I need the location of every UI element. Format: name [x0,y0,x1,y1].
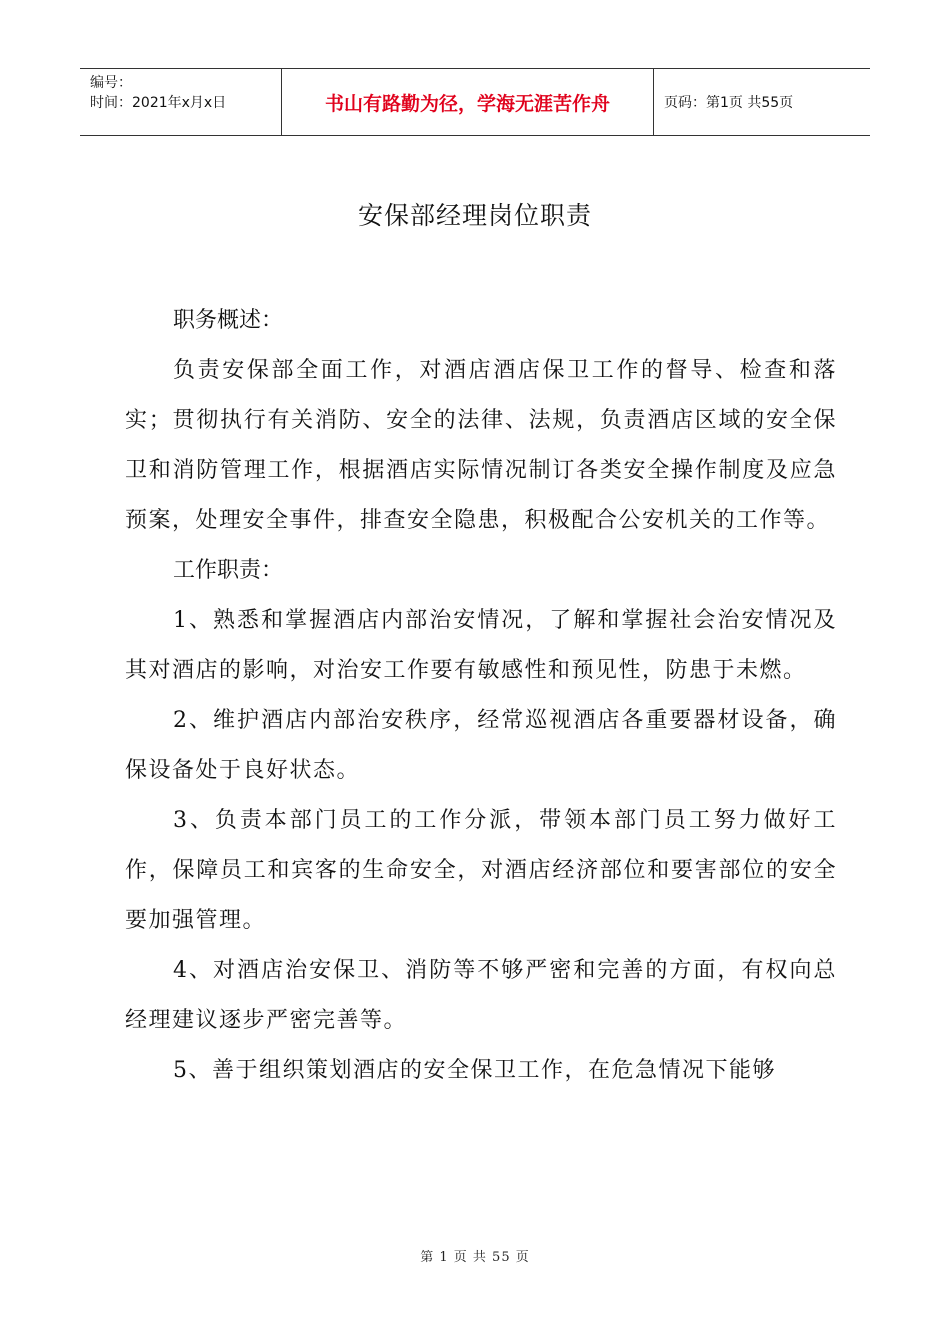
header-motto: 书山有路勤为径，学海无涯苦作舟 [282,69,654,135]
header-meta [80,69,282,135]
number-label: 编号： [90,75,132,91]
time-label: 时间：2021年x月x日 [90,95,227,111]
header-page-info: 页码：第1页 共55页 [664,95,794,111]
duty-item: 2、维护酒店内部治安秩序，经常巡视酒店各重要器材设备，确保设备处于良好状态。 [125,708,837,783]
duty-item: 3、负责本部门员工的工作分派，带领本部门员工努力做好工作，保障员工和宾客的生命安全，对酒店经济部位和要害部位的安全要加强管理。 [125,808,837,933]
document-header [80,68,870,136]
document-title: 安保部经理岗位职责 [357,201,592,230]
duty-item: 4、对酒店治安保卫、消防等不够严密和完善的方面，有权向总经理建议逐步严密完善等。 [125,958,837,1033]
overview-paragraph: 负责安保部全面工作，对酒店酒店保卫工作的督导、检查和落实；贯彻执行有关消防、安全的法律、法规，负责酒店区域的安全保卫和消防管理工作，根据酒店实际情况制订各类安全操作制度及应急预案，处理安全事件，排查安全隐患，积极配合公安机关的工作等。 [125,358,837,533]
duty-item: 1、熟悉和掌握酒店内部治安情况，了解和掌握社会治安情况及其对酒店的影响，对治安工作要有敏感性和预见性，防患于未燃。 [125,608,837,683]
duties-heading: 工作职责： [173,558,284,583]
duty-item: 5、善于组织策划酒店的安全保卫工作，在危急情况下能够 [173,1058,776,1083]
overview-heading: 职务概述： [173,308,284,333]
page-footer: 第 1 页 共 55 页 [420,1250,530,1265]
document-body [125,296,837,1096]
